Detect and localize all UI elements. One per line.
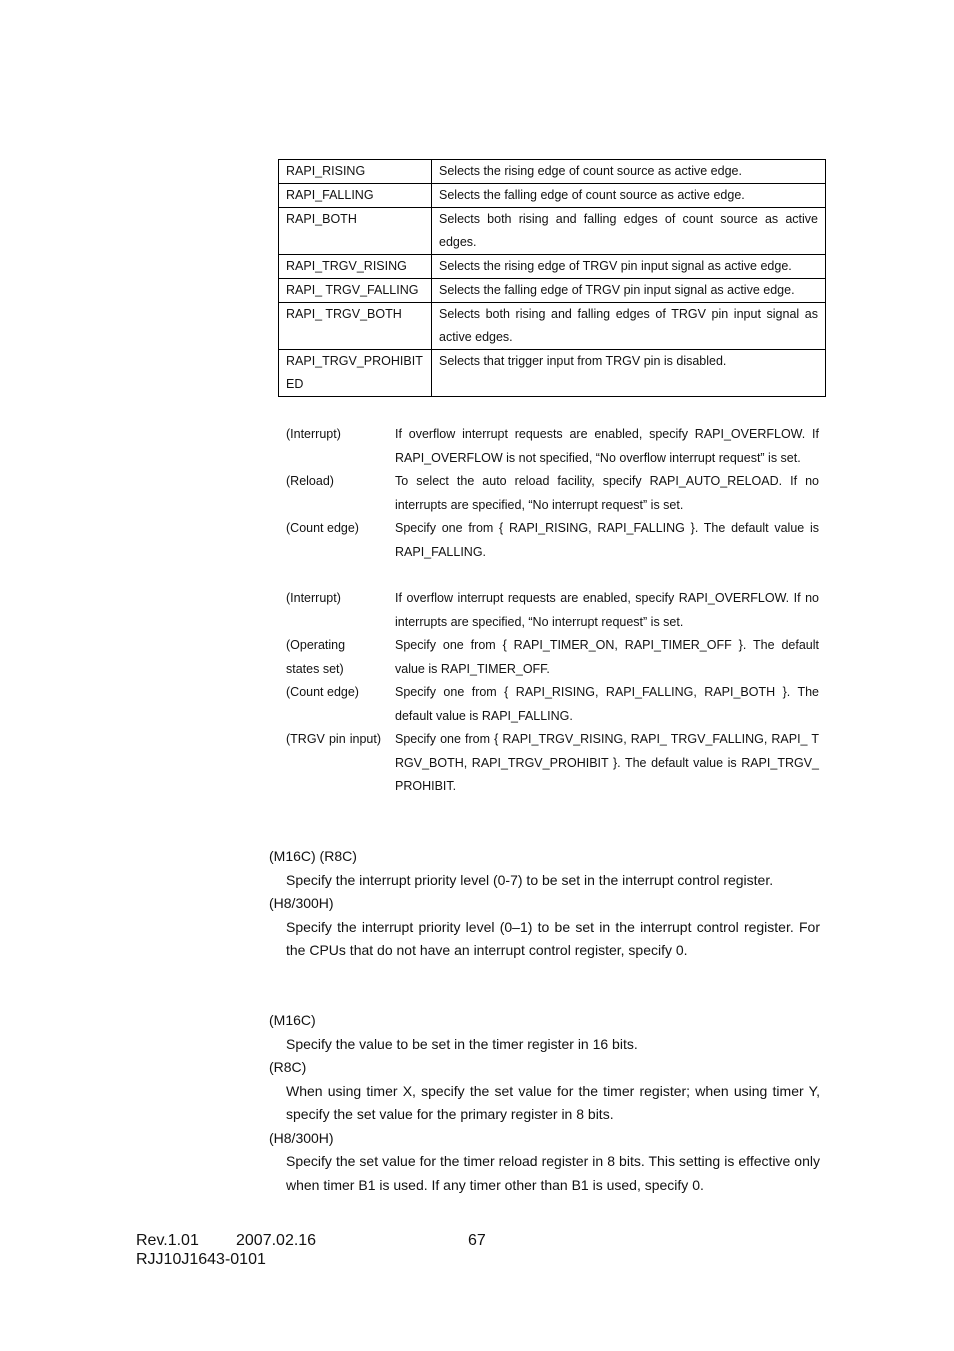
table-row xyxy=(279,303,826,350)
table-row xyxy=(279,184,826,208)
param-desc: If overflow interrupt requests are enabled, specify RAPI_OVERFLOW. If no interrupts are specified, “No interrupt request” is set. xyxy=(395,591,819,629)
table-cell-name: RAPI_ TRGV_FALLING xyxy=(279,279,432,303)
param-desc: Specify one from { RAPI_RISING, RAPI_FALLING, RAPI_BOTH }. The default value is RAPI_FALLING. xyxy=(395,685,819,723)
param-label: (Count edge) xyxy=(286,685,359,699)
param-desc: Specify one from { RAPI_TIMER_ON, RAPI_TIMER_OFF }. The default value is RAPI_TIMER_OFF. xyxy=(395,638,819,676)
list-item xyxy=(286,423,819,470)
list-item xyxy=(286,517,819,564)
table-cell-name: RAPI_BOTH xyxy=(279,208,432,255)
table-row xyxy=(279,350,826,397)
param-label: (Operating states set) xyxy=(286,638,346,676)
table-row xyxy=(279,255,826,279)
param-desc: To select the auto reload facility, specify RAPI_AUTO_RELOAD. If no interrupts are specified, “No interrupt request” is set. xyxy=(395,474,819,512)
footer-doc-id xyxy=(136,1250,266,1269)
footer-revision xyxy=(136,1231,199,1250)
table-cell-desc: Selects the falling edge of TRGV pin input signal as active edge. xyxy=(432,279,826,303)
table-cell-desc: Selects the rising edge of count source as active edge. xyxy=(432,160,826,184)
section-text: Specify the set value for the timer reload register in 8 bits. This setting is effective only when timer B1 is used. If any timer other than B1 is used, specify 0. xyxy=(286,1153,820,1193)
cpu-heading: (M16C) (R8C) xyxy=(269,848,357,864)
table-row xyxy=(279,279,826,303)
page-number: 67 xyxy=(468,1232,486,1249)
edge-selection-table xyxy=(278,159,826,397)
param-label: (Interrupt) xyxy=(286,427,341,441)
section-text: When using timer X, specify the set value for the timer register; when using timer Y, specify the set value for the primary register in 8 bits. xyxy=(286,1082,820,1122)
table-row xyxy=(279,160,826,184)
timer-value-section xyxy=(269,1009,820,1197)
cpu-heading: (M16C) xyxy=(269,1012,316,1028)
param-desc: Specify one from { RAPI_RISING, RAPI_FALLING }. The default value is RAPI_FALLING. xyxy=(395,521,819,559)
section-text: Specify the value to be set in the timer register in 16 bits. xyxy=(286,1035,638,1052)
table-cell-desc: Selects that trigger input from TRGV pin is disabled. xyxy=(432,350,826,397)
section-text: Specify the interrupt priority level (0‑7) to be set in the interrupt control register. xyxy=(286,871,774,888)
table-cell-name: RAPI_FALLING xyxy=(279,184,432,208)
table-cell-name: RAPI_TRGV_RISING xyxy=(279,255,432,279)
table-cell-name: RAPI_RISING xyxy=(279,160,432,184)
parameter-list-a xyxy=(286,423,819,564)
table-cell-name: RAPI_TRGV_PROHIBITED xyxy=(279,350,432,397)
cpu-heading: (H8/300H) xyxy=(269,1129,334,1146)
param-desc: Specify one from { RAPI_TRGV_RISING, RAPI_ TRGV_FALLING, RAPI_ TRGV_BOTH, RAPI_TRGV_PROHIBIT }. The default value is RAPI_TRGV_PROHIBIT. xyxy=(395,732,819,793)
table-cell-name: RAPI_ TRGV_BOTH xyxy=(279,303,432,350)
param-desc: If overflow interrupt requests are enabled, specify RAPI_OVERFLOW. If RAPI_OVERFLOW is not specified, “No overflow interrupt request” is set. xyxy=(395,427,819,465)
section-text: Specify the interrupt priority level (0–1) to be set in the interrupt control register. For the CPUs that do not have an interrupt control register, specify 0. xyxy=(286,918,820,958)
table-cell-desc: Selects both rising and falling edges of count source as active edges. xyxy=(432,208,826,255)
param-label: (Reload) xyxy=(286,474,334,488)
cpu-heading: (R8C) xyxy=(269,1059,307,1075)
list-item xyxy=(286,728,819,799)
param-label: (Count edge) xyxy=(286,521,359,535)
list-item xyxy=(286,681,819,728)
table-row xyxy=(279,208,826,255)
table-cell-desc: Selects both rising and falling edges of TRGV pin input signal as active edges. xyxy=(432,303,826,350)
list-item xyxy=(286,470,819,517)
revision-date: 2007.02.16 xyxy=(236,1232,317,1249)
revision-label: Rev.1.01 xyxy=(136,1232,199,1249)
footer-page xyxy=(468,1231,486,1250)
footer-date xyxy=(236,1231,316,1250)
param-label: (TRGV pin input) xyxy=(286,732,381,746)
param-label: (Interrupt) xyxy=(286,591,341,605)
priority-level-section xyxy=(269,845,820,963)
parameter-list-b xyxy=(286,587,819,799)
table-cell-desc: Selects the rising edge of TRGV pin input signal as active edge. xyxy=(432,255,826,279)
table-cell-desc: Selects the falling edge of count source as active edge. xyxy=(432,184,826,208)
cpu-heading: (H8/300H) xyxy=(269,895,334,911)
list-item xyxy=(286,587,819,634)
document-id: RJJ10J1643-0101 xyxy=(136,1251,266,1268)
list-item xyxy=(286,634,819,681)
